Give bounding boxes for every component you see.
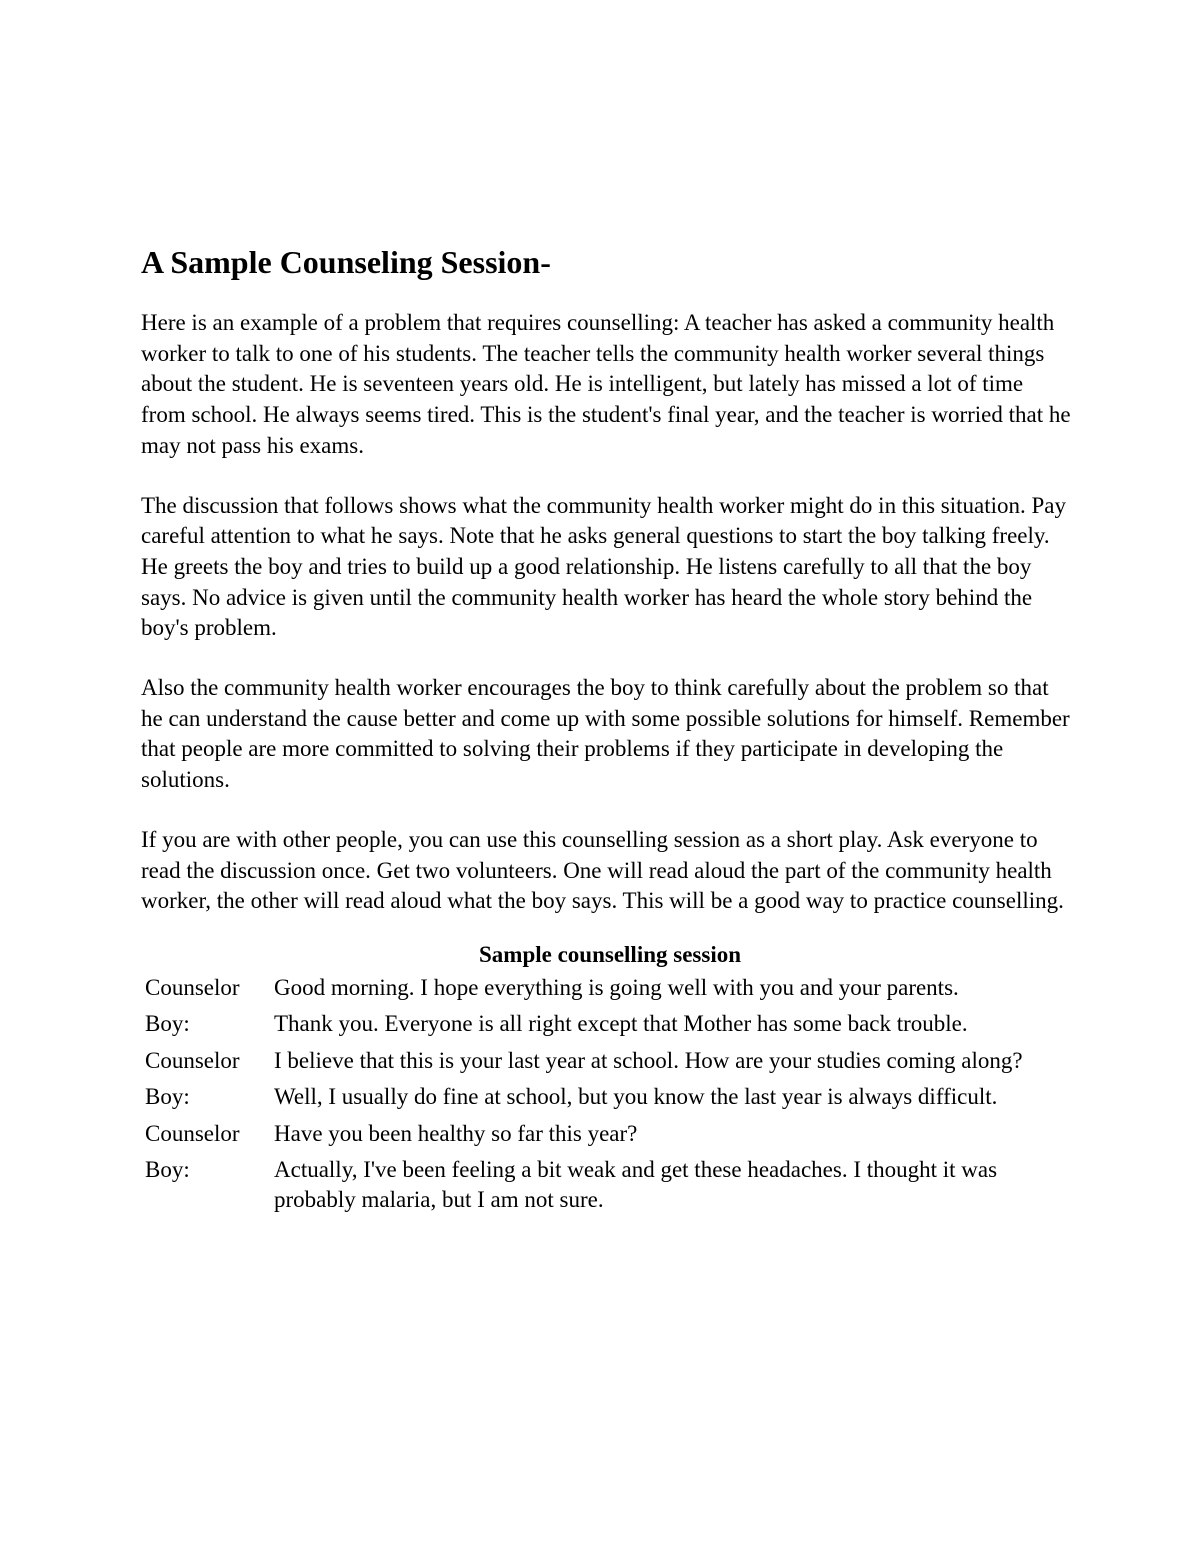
dialogue-row: [141, 1119, 1071, 1149]
spacer: [141, 288, 1071, 308]
dialogue-speaker: Counselor: [145, 1047, 240, 1073]
dialogue-speaker: Boy:: [145, 1084, 190, 1110]
paragraph-encouragement: Also the community health worker encourages the boy to think carefully about the problem so that he can understand the cause better and come up with some possible solutions for himself. Remember that people are more committed to solving their problems if they participate in developing the solutions.: [141, 675, 1070, 793]
dialogue-row: [141, 1082, 1071, 1112]
spacer: [141, 644, 1071, 673]
spacer: [141, 462, 1071, 491]
dialogue-line: I believe that this is your last year at school. How are your studies coming along?: [274, 1047, 1023, 1073]
dialogue-row: [141, 1046, 1071, 1076]
dialogue-line: Actually, I've been feeling a bit weak and get these headaches. I thought it was probably malaria, but I am not sure.: [274, 1156, 998, 1213]
dialogue-row: [141, 1009, 1071, 1039]
dialogue-speaker: Boy:: [145, 1156, 190, 1182]
dialogue-row: [141, 973, 1071, 1003]
document-content: [141, 236, 1071, 1222]
paragraph-intro: Here is an example of a problem that requires counselling: A teacher has asked a community health worker to talk to one of his students. The teacher tells the community health worker several things about the student. He is seventeen years old. He is intelligent, but lately has missed a lot of time from school. He always seems tired. This is the student's final year, and the teacher is worried that he may not pass his exams.: [141, 310, 1071, 458]
dialogue-speaker: Counselor: [145, 974, 240, 1000]
paragraph-discussion: The discussion that follows shows what the community health worker might do in this situation. Pay careful attention to what he says. Note that he asks general questions to start the boy talking freely. He greets the boy and tries to build up a good relationship. He listens carefully to all that the boy says. No advice is given until the community health worker has heard the whole story behind the boy's problem.: [141, 492, 1067, 641]
dialogue-speaker: Counselor: [145, 1120, 240, 1146]
dialogue-row: [141, 1155, 1071, 1216]
dialogue-line: Good morning. I hope everything is going well with you and your parents.: [274, 974, 959, 1000]
dialogue-table: [141, 973, 1071, 1216]
dialogue-speaker: Boy:: [145, 1011, 190, 1037]
dialogue-line: Thank you. Everyone is all right except that Mother has some back trouble.: [274, 1011, 968, 1037]
dialogue-line: Have you been healthy so far this year?: [274, 1120, 638, 1146]
paragraph-short-play: If you are with other people, you can use this counselling session as a short play. Ask everyone to read the discussion once. Get two volunteers. One will read aloud the part of the community health worker, the other will read aloud what the boy says. This will be a good way to practice counselling.: [141, 826, 1064, 914]
dialogue-line: Well, I usually do fine at school, but you know the last year is always difficult.: [274, 1084, 998, 1110]
spacer: [141, 796, 1071, 825]
session-heading: Sample counselling session: [479, 941, 741, 967]
document-title: A Sample Counseling Session-: [141, 244, 551, 280]
